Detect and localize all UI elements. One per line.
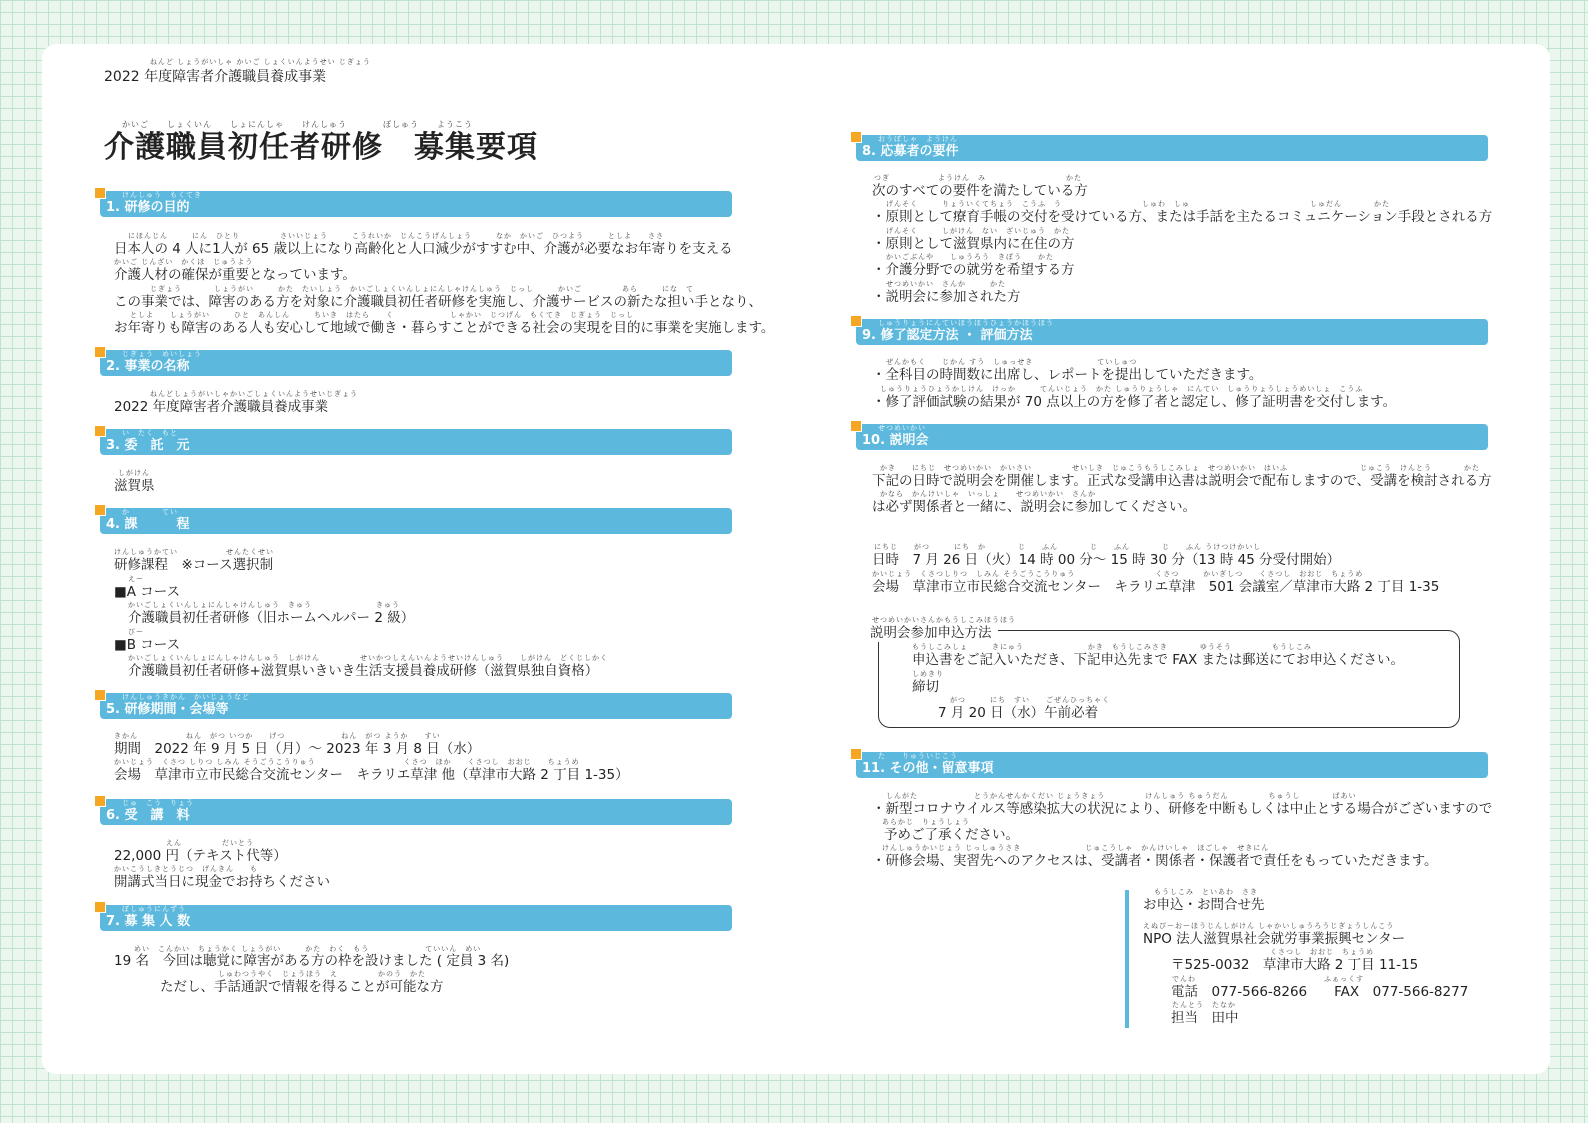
s2-ruby: ねんどしょうがいしゃかいごしょくいんようせいじぎょう: [150, 390, 358, 398]
certification-item: ・全科目の時間数に出席し、レポートを提出していただきます。: [872, 367, 1263, 383]
section-marker: [94, 346, 106, 358]
s5-ruby-period: きかん ねん がつ いつか げつ ねん がつ ようか すい: [114, 732, 441, 740]
capacity-note: ただし、手話通訳で情報を得ることが可能な方: [160, 979, 444, 995]
s1-paragraph-2-line-1: この事業では、障害のある方を対象に介護職員初任者研修を実施し、介護サービスの新たな担い手となり、: [114, 294, 762, 310]
s1-paragraph-2-line-2: お年寄りも障害のある人も安心して地域で働き・暮らすことができる社会の実現を目的に事業を実施します。: [114, 320, 775, 336]
section-8-header: [856, 135, 1488, 161]
s11-ruby-1: しんがた とうかんせんかくだい じょうきょう けんしゅう ちゅうだん ちゅうし ばあい: [886, 792, 1357, 800]
section-7-title: 7. 募 集 人 数: [106, 914, 191, 929]
s8-ruby-4: せつめいかい さんか かた: [886, 280, 1006, 288]
s6-ruby-fee: えん だいとう: [166, 839, 254, 847]
s10-ruby-1: かき にちじ せつめいかい かいさい せいしき じゅこうもうしこみしょ せつめいかい はいふ じゅこう けんとう かた: [880, 464, 1480, 472]
s5-ruby-venue: かいじょう くさつ しりつ しみん そうごうこうりゅう くさつ ほか くさつし おおじ ちょうめ: [114, 758, 580, 766]
section-1-header: [100, 191, 732, 217]
deadline-label: 締切: [912, 679, 939, 695]
course-a-description: 介護職員初任者研修（旧ホームヘルパー 2 級）: [128, 610, 415, 626]
section-marker: [94, 425, 106, 437]
requirements-intro: 次のすべての要件を満たしている方: [872, 183, 1088, 199]
section-marker: [94, 689, 106, 701]
notice-item-line-1: ・新型コロナウイルス等感染拡大の状況により、研修を中断もしくは中止とする場合がございますので: [872, 801, 1493, 817]
program-ruby: ねんど しょうがいしゃ かいご しょくいんようせい じぎょう: [150, 58, 371, 66]
s8-ruby-3: かいごぶんや しゅうろう きぼう かた: [886, 253, 1054, 261]
application-method-label: 説明会参加申込方法: [870, 624, 998, 642]
contact-org-ruby: えぬぴーおーほうじんしがけん しゃかいしゅうろうじぎょうしんこう: [1143, 922, 1395, 930]
s4-ruby-1: けんしゅうかてい せんたくせい: [114, 548, 274, 556]
section-marker: [850, 420, 862, 432]
contact-phone-ruby: でんわ ふぁっくす: [1172, 975, 1364, 983]
section-10-title: 10. 説明会: [862, 433, 929, 448]
certification-item: ・修了評価試験の結果が 70 点以上の方を修了者と認定し、修了証明書を交付します。: [872, 394, 1397, 410]
section-marker: [94, 795, 106, 807]
section-marker: [850, 315, 862, 327]
s7-ruby-2: しゅわつうやく じょうほう え かのう かた: [218, 970, 426, 978]
section-11-title: 11. その他・留意事項: [862, 761, 994, 776]
s10-ruby-apply-body: もうしこみしょ きにゅう かき もうしこみさき ゆうそう もうしこみ: [912, 643, 1312, 651]
s6-ruby-pay: かいこうしきとうじつ げんきん も: [114, 865, 258, 873]
section-8-ruby: おうぼしゃ ようけん: [878, 135, 958, 143]
s4-ruby-a-body: かいごしょくいんしょにんしゃけんしゅう きゅう きゅう: [128, 601, 400, 609]
section-marker: [850, 748, 862, 760]
s10-ruby-deadline-date: がつ にち すい ごぜんひっちゃく: [950, 696, 1110, 704]
payment-note: 開講式当日に現金でお持ちください: [114, 874, 330, 890]
s2-body: 2022 年度障害者介護職員養成事業: [114, 399, 329, 415]
contact-address-ruby: くさつし おおじ ちょうめ: [1270, 948, 1374, 956]
s3-ruby: しがけん: [118, 469, 150, 477]
requirement-item: ・原則として滋賀県内に在住の方: [872, 236, 1075, 252]
page-title: 介護職員初任者研修 募集要項: [104, 130, 538, 165]
s8-ruby-2: げんそく しがけん ない ざいじゅう かた: [886, 227, 1070, 235]
s10-ruby-2: かなら かんけいしゃ いっしょ せつめいかい さんか: [880, 490, 1096, 498]
section-marker: [94, 187, 106, 199]
program-name: 2022 年度障害者介護職員養成事業: [104, 69, 327, 85]
deadline-date: 7 月 20 日（水）午前必着: [938, 705, 1099, 721]
s9-ruby-2: しゅうりょうひょうかしけん けっか てんいじょう かた しゅうりょうしゃ にんてい しゅうりょうしょうめいしょ こうふ: [880, 385, 1364, 393]
section-11-header: [856, 752, 1488, 778]
training-period: 期間 2022 年 9 月 5 日（月）～ 2023 年 3 月 8 日（水）: [114, 741, 481, 757]
s1-ruby-2: かいご じんざい かくほ じゅうよう: [114, 258, 254, 266]
notice-item-line-2: 予めご了承ください。: [884, 827, 1019, 843]
section-10-header: [856, 424, 1488, 450]
tuition-fee: 22,000 円（テキスト代等）: [114, 848, 287, 864]
section-5-ruby: けんしゅうきかん かいじょうなど: [122, 693, 250, 701]
contact-staff: 担当 田中: [1171, 1010, 1239, 1026]
s11-ruby-3: けんしゅうかいじょう じっしゅうさき じゅこうしゃ かんけいしゃ ほごしゃ せきにん: [882, 844, 1270, 852]
section-5-title: 5. 研修期間・会場等: [106, 702, 229, 717]
section-3-ruby: い たく もと: [122, 429, 178, 437]
section-4-ruby: か てい: [122, 508, 178, 516]
s4-ruby-b: びー: [128, 628, 144, 636]
section-8-title: 8. 応募者の要件: [862, 144, 959, 159]
section-marker: [94, 901, 106, 913]
section-7-ruby: ぼしゅうにんずう: [122, 905, 186, 913]
s1-ruby-1: にほんじん にん ひとり さいいじょう こうれいか じんこうげんしょう なか かいご ひつよう としよ ささ: [128, 232, 664, 240]
contact-label: お申込・お問合せ先: [1143, 897, 1265, 913]
briefing-paragraph-line-1: 下記の日時で説明会を開催します。正式な受講申込書は説明会で配布しますので、受講を検討される方: [872, 473, 1492, 489]
s7-ruby-1: めい こんかい ちょうかく しょうがい かた わく もう ていいん めい: [134, 945, 482, 953]
section-9-header: [856, 319, 1488, 345]
section-9-ruby: しゅうりょうにんていほうほうひょうかほうほう: [878, 319, 1054, 327]
s10-ruby-venue: かいじょう くさつしりつ しみん そうごうこうりゅう くさつ かいぎしつ くさつし おおじ ちょうめ: [872, 570, 1364, 578]
section-marker: [850, 131, 862, 143]
s1-ruby-4: としよ しょうがい ひと あんしん ちいき はたら く しゃかい じつげん もくてき じぎょう じっし: [130, 311, 634, 319]
s1-paragraph-1-line-2: 介護人材の確保が重要となっています。: [114, 267, 356, 283]
section-4-title: 4. 課 程: [106, 517, 190, 532]
requirement-item: ・原則として療育手帳の交付を受けている方、または手話を主たるコミュニケーション手段とされる方: [872, 209, 1493, 225]
s4-ruby-b-body: かいごしょくいんしょにんしゃけんしゅう しがけん せいかつしえんいんようせいけんしゅう しがけん どくじしかく: [128, 654, 608, 662]
s9-ruby-1: ぜんかもく じかん すう しゅっせき ていしゅつ: [886, 358, 1138, 366]
section-2-header: [100, 350, 732, 376]
section-1-ruby: けんしゅう もくてき: [122, 191, 202, 199]
s1-ruby-3: じぎょう しょうがい かた たいしょう かいごしょくいんしょにんしゃけんしゅう じっし かいご あら にな て: [150, 285, 694, 293]
section-7-header: [100, 905, 732, 931]
section-6-title: 6. 受 講 料: [106, 808, 190, 823]
title-ruby: かいご しょくいん しょにんしゃ けんしゅう ぼしゅう ようこう: [122, 120, 473, 129]
contact-address: 〒525-0032 草津市大路 2 丁目 11-15: [1171, 957, 1419, 973]
course-b-label: ■B コース: [114, 637, 181, 653]
section-11-ruby: た りゅういじこう: [878, 752, 958, 760]
section-9-title: 9. 修了認定方法 ・ 評価方法: [862, 328, 1033, 343]
section-2-ruby: じぎょう めいしょう: [122, 350, 202, 358]
s3-body: 滋賀県: [114, 478, 155, 494]
briefing-paragraph-line-2: は必ず関係者と一緒に、説明会に参加してください。: [872, 499, 1196, 515]
contact-organization: NPO 法人滋賀県社会就労事業振興センター: [1143, 931, 1406, 947]
section-2-title: 2. 事業の名称: [106, 359, 190, 374]
s10-ruby-apply: せつめいかいさんかもうしこみほうほう: [872, 616, 1016, 624]
s10-ruby-date: にちじ がつ にち か じ ふん じ ふん じ ふん うけつけかいし: [874, 543, 1262, 551]
briefing-date: 日時 7 月 26 日（火）14 時 00 分～ 15 時 30 分（13 時 45 分受付開始）: [872, 552, 1341, 568]
briefing-venue: 会場 草津市立市民総合交流センター キラリエ草津 501 会議室／草津市大路 2 丁目 1-35: [872, 579, 1440, 595]
section-6-ruby: じゅ こう りょう: [122, 799, 194, 807]
contact-label-ruby: もうしこみ といあわ さき: [1154, 888, 1258, 896]
section-5-header: [100, 693, 732, 719]
course-a-label: ■A コース: [114, 584, 181, 600]
section-3-title: 3. 委 託 元: [106, 438, 190, 453]
training-venue: 会場 草津市立市民総合交流センター キラリエ草津 他（草津市大路 2 丁目 1-35）: [114, 767, 629, 783]
requirement-item: ・説明会に参加された方: [872, 289, 1021, 305]
application-instructions: 申込書をご記入いただき、下記申込先まで FAX または郵送にてお申込ください。: [912, 652, 1405, 668]
s8-ruby-1: げんそく りょういくてちょう こうふ う しゅわ しゅ しゅだん かた: [886, 200, 1390, 208]
requirement-item: ・介護分野での就労を希望する方: [872, 262, 1075, 278]
contact-phone-fax: 電話 077-566-8266 FAX 077-566-8277: [1171, 984, 1469, 1000]
section-10-ruby: せつめいかい: [878, 424, 926, 432]
section-4-header: [100, 508, 732, 534]
section-1-title: 1. 研修の目的: [106, 200, 190, 215]
s4-course-selection: 研修課程 ※コース選択制: [114, 557, 274, 573]
s10-ruby-deadline: しめきり: [912, 670, 944, 678]
course-b-description: 介護職員初任者研修+滋賀県いきいき生活支援員養成研修（滋賀県独自資格）: [128, 663, 599, 679]
section-6-header: [100, 799, 732, 825]
contact-staff-ruby: たんとう たなか: [1172, 1001, 1236, 1009]
s4-ruby-a: えー: [128, 575, 144, 583]
notice-item: ・研修会場、実習先へのアクセスは、受講者・関係者・保護者で責任をもっていただきます。: [872, 853, 1438, 869]
contact-accent-bar: [1125, 890, 1129, 1028]
s1-paragraph-1-line-1: 日本人の 4 人に1人が 65 歳以上になり高齢化と人口減少がすすむ中、介護が必要なお年寄りを支える: [114, 241, 733, 257]
s11-ruby-2: あらかじ りょうしょう: [882, 818, 970, 826]
capacity-line: 19 名 今回は聴覚に障害がある方の枠を設けました ( 定員 3 名): [114, 953, 510, 969]
section-3-header: [100, 429, 732, 455]
s8-ruby-intro: つぎ ようけん み かた: [874, 174, 1082, 182]
section-marker: [94, 504, 106, 516]
